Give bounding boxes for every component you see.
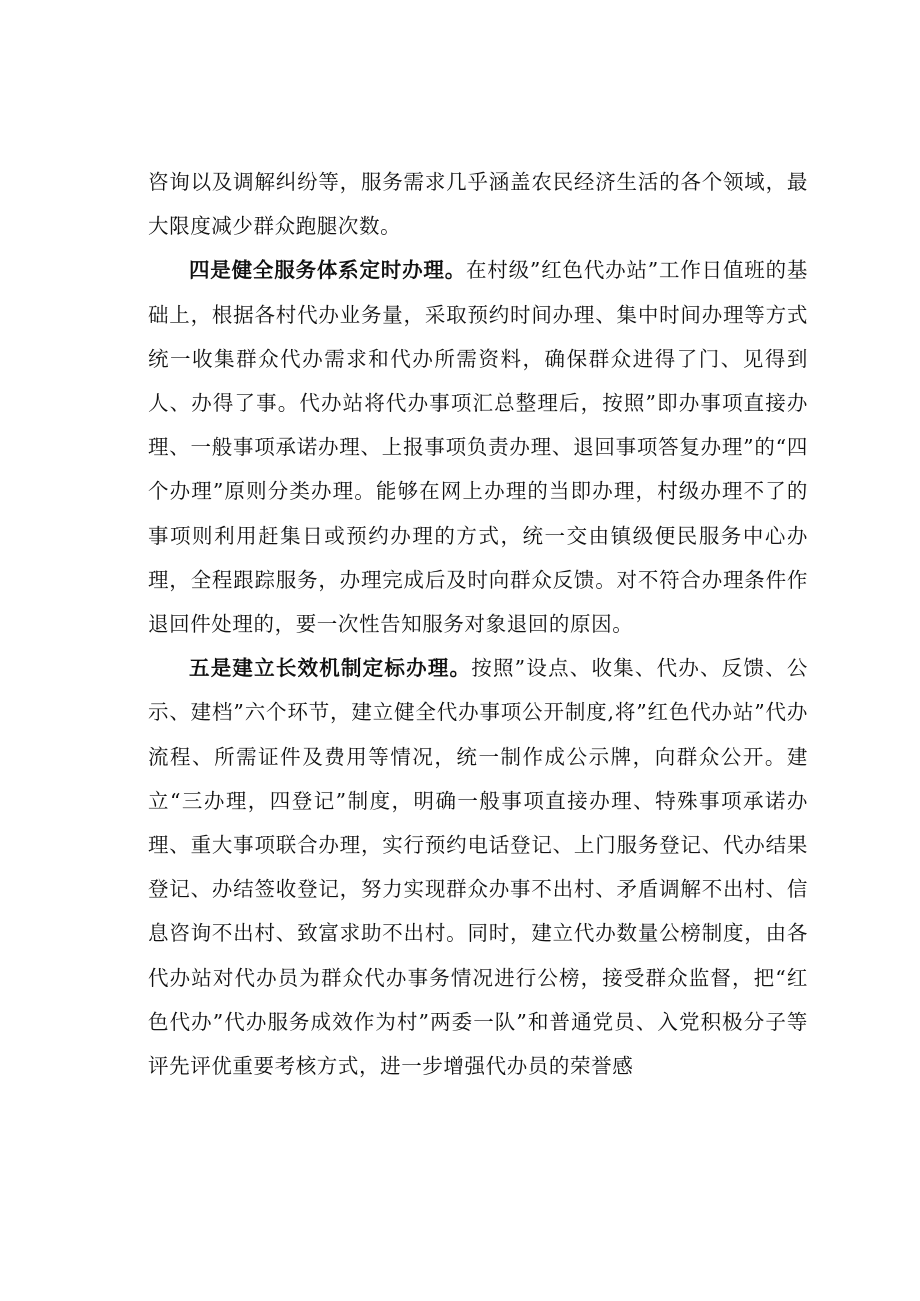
- paragraph-heading: 五是建立长效机制定标办理。: [189, 656, 472, 681]
- paragraph-four: [148, 248, 808, 646]
- document-body: [148, 160, 808, 1088]
- paragraph-text: 按照”设点、收集、代办、反馈、公示、建档”六个环节，建立健全代办事项公开制度,将”红色代办站”代办流程、所需证件及费用等情况，统一制作成公示牌，向群众公开。建立“三办理，四登记”制度，明确一般事项直接办理、特殊事项承诺办理、重大事项联合办理，实行预约电话登记、上门服务登记、代办结果登记、办结签收登记，努力实现群众办事不出村、矛盾调解不出村、信息咨询不出村、致富求助不出村。同时，建立代办数量公榜制度，由各代办站对代办员为群众代办事务情况进行公榜，接受群众监督，把“红色代办”代办服务成效作为村”两委一队”和普通党员、入党积极分子等评先评优重要考核方式，进一步增强代办员的荣誉感: [148, 656, 808, 1079]
- paragraph-heading: 四是健全服务体系定时办理。: [189, 258, 466, 283]
- paragraph-continuation: [148, 160, 808, 248]
- paragraph-text: 咨询以及调解纠纷等，服务需求几乎涵盖农民经济生活的各个领域，最大限度减少群众跑腿次数。: [148, 170, 808, 239]
- paragraph-text: 在村级”红色代办站”工作日值班的基础上，根据各村代办业务量，采取预约时间办理、集中时间办理等方式统一收集群众代办需求和代办所需资料，确保群众进得了门、见得到人、办得了事。代办站将代办事项汇总整理后，按照”即办事项直接办理、一般事项承诺办理、上报事项负责办理、退回事项答复办理”的“四个办理”原则分类办理。能够在网上办理的当即办理，村级办理不了的事项则利用赶集日或预约办理的方式，统一交由镇级便民服务中心办理，全程跟踪服务，办理完成后及时向群众反馈。对不符合办理条件作退回件处理的，要一次性告知服务对象退回的原因。: [148, 258, 808, 637]
- paragraph-five: [148, 646, 808, 1088]
